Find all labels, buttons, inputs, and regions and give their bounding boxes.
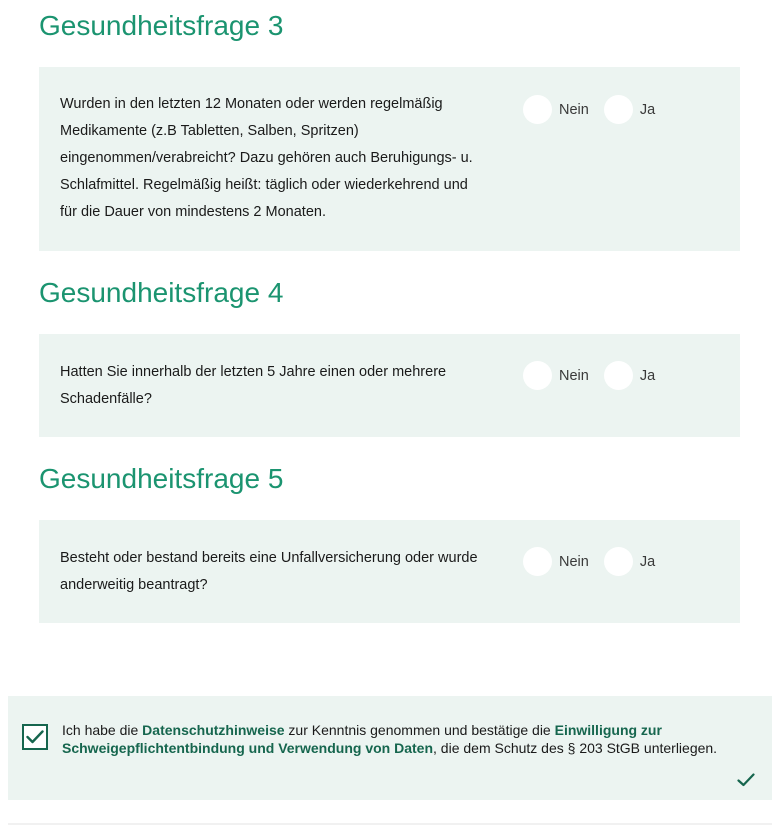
question-4-option-nein[interactable] bbox=[523, 361, 589, 390]
consent-box bbox=[8, 696, 772, 800]
question-5-radio-nein[interactable] bbox=[523, 547, 552, 576]
question-5-label-ja[interactable]: Ja bbox=[639, 553, 656, 570]
question-4-radio-ja[interactable] bbox=[604, 361, 633, 390]
question-5-text: Besteht oder bestand bereits eine Unfallversicherung oder wurde anderweitig beantragt? bbox=[60, 550, 478, 593]
question-3-option-ja[interactable] bbox=[604, 95, 655, 124]
consent-text-before: Ich habe die bbox=[62, 722, 143, 738]
question-3-options bbox=[523, 95, 655, 124]
question-5-label-nein[interactable]: Nein bbox=[559, 553, 589, 570]
consent-text-middle: zur Kenntnis genommen und bestätige die bbox=[284, 722, 555, 738]
question-5-radio-ja[interactable] bbox=[604, 547, 633, 576]
privacy-notice-link[interactable]: Datenschutzhinweise bbox=[142, 722, 285, 738]
validation-check-icon bbox=[737, 773, 755, 787]
divider bbox=[8, 823, 772, 825]
question-4-label-nein[interactable]: Nein bbox=[559, 367, 589, 384]
question-4-options bbox=[523, 361, 655, 390]
question-4-option-ja[interactable] bbox=[604, 361, 655, 390]
question-3-radio-nein[interactable] bbox=[523, 95, 552, 124]
question-3-label-nein[interactable]: Nein bbox=[559, 101, 589, 118]
question-4-radio-nein[interactable] bbox=[523, 361, 552, 390]
question-5-option-nein[interactable] bbox=[523, 547, 589, 576]
question-4-title: Gesundheitsfrage 4 bbox=[39, 277, 284, 308]
question-5-title: Gesundheitsfrage 5 bbox=[39, 463, 284, 494]
question-5-card bbox=[39, 520, 740, 623]
check-icon bbox=[26, 730, 44, 744]
question-3-text: Wurden in den letzten 12 Monaten oder werden regelmäßig Medikamente (z.B Tabletten, Salben, Spritzen) eingenommen/verabreicht? Dazu gehören auch Beruhigungs- u. Schlafmittel. Regelmäßig heißt: täglich oder wiederkehrend und für die Dauer von mindestens 2 Monaten. bbox=[60, 96, 473, 220]
question-3-radio-ja[interactable] bbox=[604, 95, 633, 124]
consent-declaration-link[interactable]: Einwilligung zur Schweigepflichtentbindung und Verwendung von Daten bbox=[62, 722, 662, 756]
question-5-option-ja[interactable] bbox=[604, 547, 655, 576]
question-3-title: Gesundheitsfrage 3 bbox=[39, 10, 284, 41]
consent-text-after: , die dem Schutz des § 203 StGB unterliegen. bbox=[433, 739, 718, 756]
consent-text bbox=[62, 722, 742, 757]
question-4-text: Hatten Sie innerhalb der letzten 5 Jahre einen oder mehrere Schadenfälle? bbox=[60, 364, 447, 407]
question-3-card bbox=[39, 67, 740, 251]
question-4-card bbox=[39, 334, 740, 437]
question-3-option-nein[interactable] bbox=[523, 95, 589, 124]
question-3-label-ja[interactable]: Ja bbox=[639, 101, 656, 118]
question-4-label-ja[interactable]: Ja bbox=[639, 367, 656, 384]
question-5-options bbox=[523, 547, 655, 576]
consent-checkbox[interactable] bbox=[22, 724, 48, 750]
